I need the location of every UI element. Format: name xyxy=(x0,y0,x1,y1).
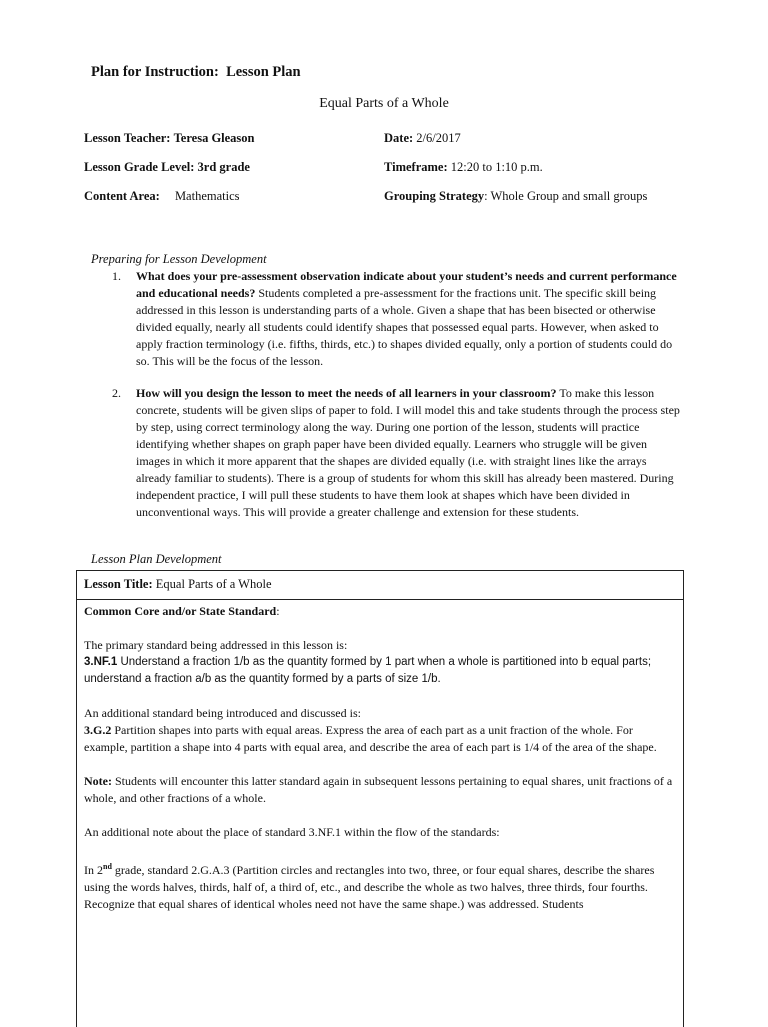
question-text: What does your pre-assessment observation indicate about your student’s needs and current performance and educational needs? xyxy=(136,269,677,300)
meta-content xyxy=(84,189,240,204)
grouping-label: Grouping Strategy xyxy=(384,189,485,203)
lesson-plan-table xyxy=(76,570,684,1027)
question-number: 2. xyxy=(112,386,121,400)
standard-colon: : xyxy=(276,604,280,618)
date-label: Date: xyxy=(384,131,414,145)
std2-code: 3.G.2 xyxy=(84,723,112,737)
question-text: How will you design the lesson to meet the needs of all learners in your classroom? xyxy=(136,386,557,400)
grade-prefix: In 2 xyxy=(84,863,103,877)
meta-grouping xyxy=(384,189,647,204)
teacher-value: Teresa Gleason xyxy=(173,131,255,145)
meta-teacher xyxy=(84,131,255,146)
grade-sup: nd xyxy=(103,862,112,871)
timeframe-value: 12:20 to 1:10 p.m. xyxy=(450,160,543,174)
std2-text: Partition shapes into parts with equal areas. Express the area of each part as a unit fraction of the whole. For example, partition a shape into 4 parts with equal area, and describe the area of each part is 1/4 of the area of the shape. xyxy=(84,723,657,754)
std1-code: 3.NF.1 xyxy=(84,656,118,668)
standard-3g2 xyxy=(84,722,676,756)
development-heading: Lesson Plan Development xyxy=(91,552,222,566)
content-label: Content Area: xyxy=(84,189,160,203)
answer-text: To make this lesson concrete, students will be given slips of paper to fold. I will model this and take students through the process step by step, using correct terminology along the way. During one portion of the lesson, students will practice identifying whether shapes on graph paper have been divided equally. Learners who struggle will be given images in which it more apparent that the shapes are divided equally (i.e. with straight lines like the arrays already familiar to students). There is a group of students for whom this skill has already been mastered. During independent practice, I will pull these students to have them look at shapes which have been divided in unconventional ways. This will provide a greater challenge and extension for these students. xyxy=(136,386,680,519)
flow-note: An additional note about the place of standard 3.NF.1 within the flow of the standards: xyxy=(84,825,500,839)
question-number: 1. xyxy=(112,269,121,283)
grade-paragraph xyxy=(84,858,676,913)
grouping-value: : Whole Group and small groups xyxy=(484,189,648,203)
date-value: 2/6/2017 xyxy=(416,131,461,145)
note-text: Students will encounter this latter standard again in subsequent lessons pertaining to equal shares, unit fractions of a whole, and other fractions of a whole. xyxy=(84,774,673,805)
grade-label: Lesson Grade Level: xyxy=(84,160,195,174)
standards-cell xyxy=(77,600,683,913)
grade-text: grade, standard 2.G.A.3 (Partition circles and rectangles into two, three, or four equal shares, describe the shares using the words halves, thirds, half of, a third of, etc., and describe the whole as two halves, three thirds, four fourths. Recognize that equal shares of identical wholes need not have the same shape.) was addressed. Students xyxy=(84,863,655,911)
meta-grade xyxy=(84,160,250,175)
question-item-1 xyxy=(112,268,682,370)
timeframe-label: Timeframe: xyxy=(384,160,448,174)
standard-3nf1 xyxy=(84,654,676,688)
lesson-title-value: Equal Parts of a Whole xyxy=(152,577,272,591)
note-label: Note: xyxy=(84,774,112,788)
answer-text: Students completed a pre-assessment for the fractions unit. The specific skill being addressed in this lesson is understanding parts of a whole. Given a shape that has been bisected or otherwise divided equally, nearly all students could identify shapes that possessed equal parts. However, when asked to apply fraction terminology (i.e. fifths, thirds, etc.) to shapes divided equally, only a portion of students could do so. This will be the focus of the lesson. xyxy=(136,286,673,368)
additional-intro: An additional standard being introduced and discussed is: xyxy=(84,706,361,720)
std1-text: Understand a fraction 1/b as the quantity formed by 1 part when a whole is partitioned into b equal parts; understand a fraction a/b as the quantity formed by a parts of size 1/b. xyxy=(84,656,652,685)
lesson-subtitle: Equal Parts of a Whole xyxy=(319,96,449,111)
content-value: Mathematics xyxy=(174,189,240,203)
preparing-heading: Preparing for Lesson Development xyxy=(91,252,267,266)
document-title: Plan for Instruction: Lesson Plan xyxy=(91,64,301,80)
meta-timeframe xyxy=(384,160,543,175)
lesson-title-label: Lesson Title: xyxy=(84,577,153,591)
primary-intro: The primary standard being addressed in this lesson is: xyxy=(84,638,348,652)
lesson-title-row xyxy=(77,571,683,600)
teacher-label: Lesson Teacher: xyxy=(84,131,171,145)
question-item-2 xyxy=(112,385,682,521)
meta-date xyxy=(384,131,461,146)
standard-label: Common Core and/or State Standard xyxy=(84,604,277,618)
grade-value: 3rd grade xyxy=(197,160,250,174)
note-paragraph xyxy=(84,773,676,807)
